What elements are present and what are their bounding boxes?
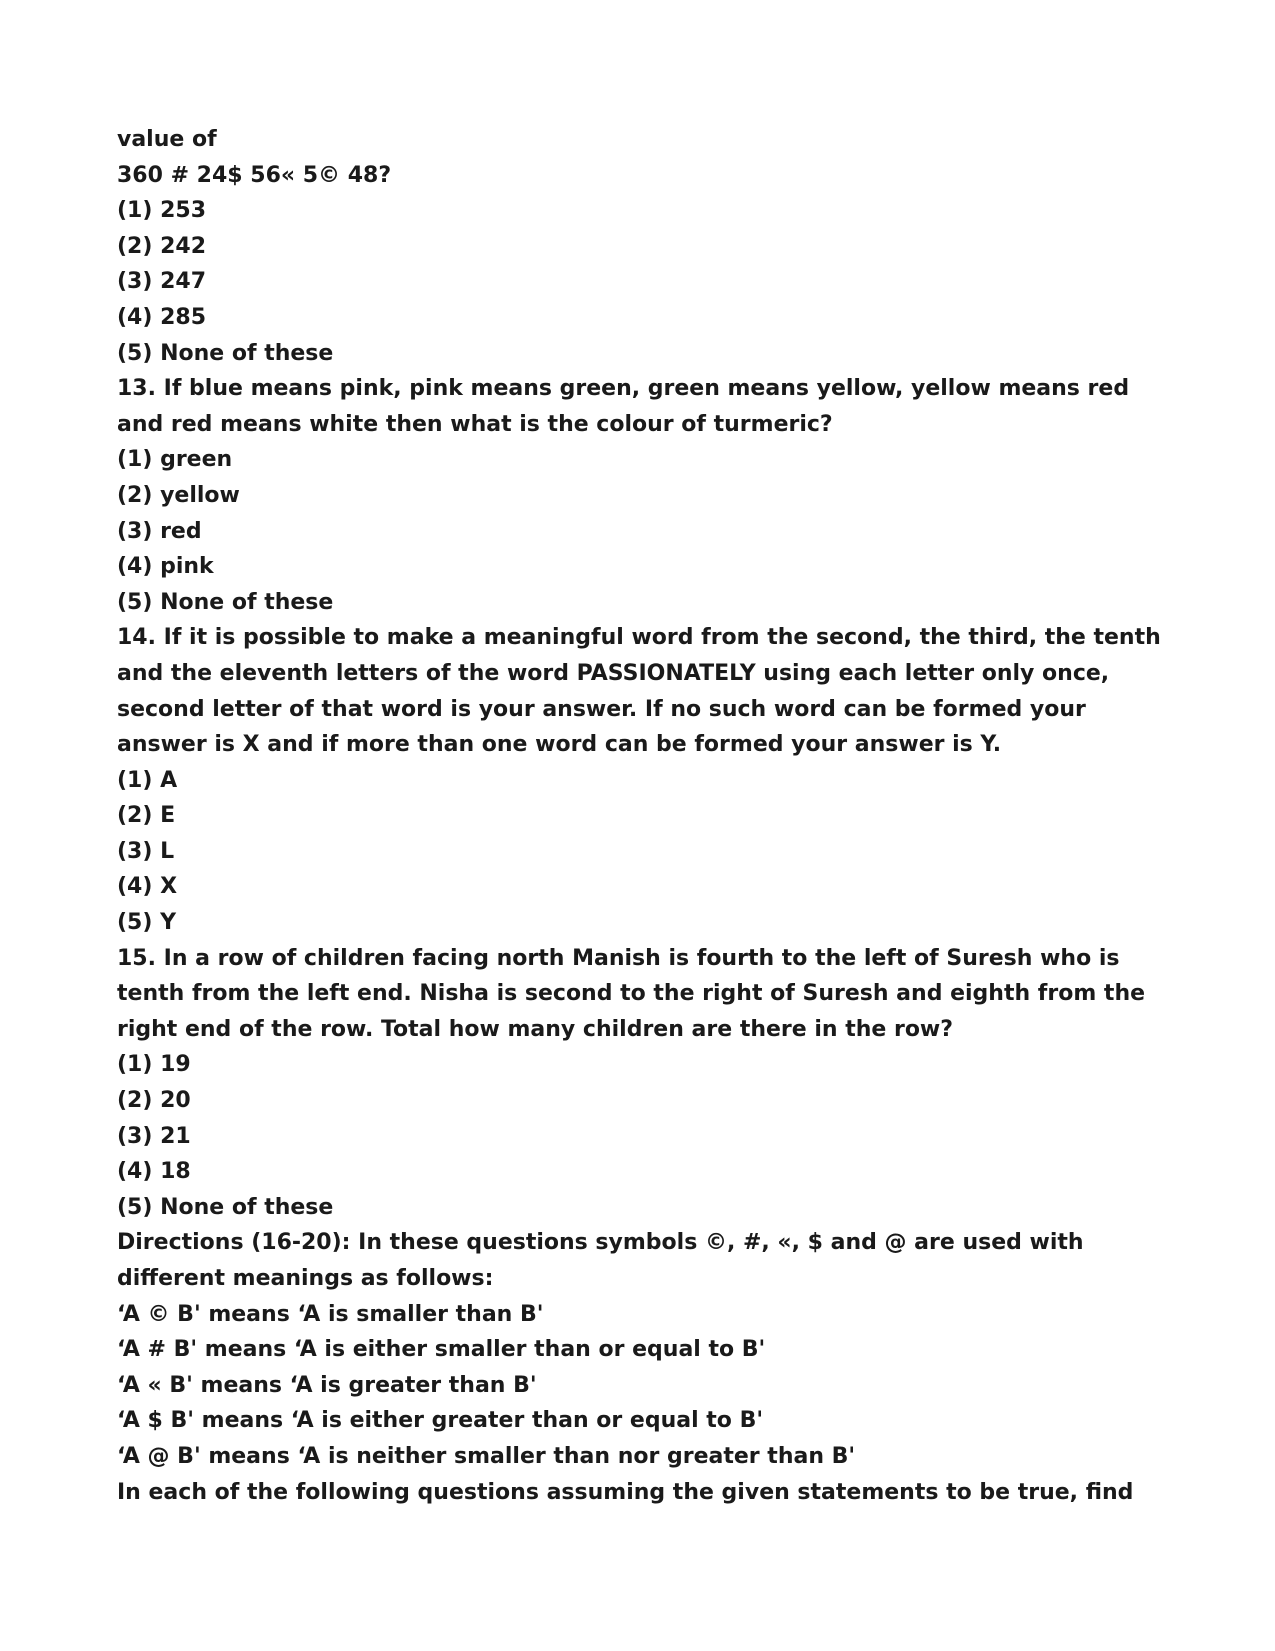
question-15: 15. In a row of children facing north Manish is fourth to the left of Suresh who is — [117, 945, 1120, 971]
option-2: (2) 242 — [117, 233, 206, 259]
document-page — [117, 122, 1197, 1510]
question-13-cont: and red means white then what is the colour of turmeric? — [117, 411, 833, 437]
option-1: (1) green — [117, 447, 233, 473]
instruction-line: In each of the following questions assuming the given statements to be true, find — [117, 1479, 1134, 1505]
option-1: (1) 253 — [117, 198, 206, 224]
option-5: (5) None of these — [117, 1194, 334, 1220]
symbol-definition: ‘A $ B' means ‘A is either greater than or equal to B' — [117, 1408, 764, 1434]
symbol-definition: ‘A « B' means ‘A is greater than B' — [117, 1372, 537, 1398]
option-5: (5) Y — [117, 910, 177, 936]
directions-cont: different meanings as follows: — [117, 1266, 494, 1291]
option-3: (3) L — [117, 838, 175, 864]
option-4: (4) X — [117, 874, 178, 900]
option-5: (5) None of these — [117, 589, 334, 615]
option-2: (2) 20 — [117, 1088, 191, 1114]
question-14-cont: answer is X and if more than one word can be formed your answer is Y. — [117, 732, 1002, 758]
expression-line: 360 # 24$ 56« 5© 48? — [117, 162, 392, 188]
option-1: (1) A — [117, 767, 178, 793]
question-15-cont: tenth from the left end. Nisha is second to the right of Suresh and eighth from the — [117, 981, 1146, 1007]
question-14-cont: and the eleventh letters of the word PASSIONATELY using each letter only once, — [117, 660, 1110, 686]
text-line: value of — [117, 127, 217, 152]
option-3: (3) red — [117, 518, 202, 544]
option-4: (4) pink — [117, 554, 214, 580]
option-2: (2) yellow — [117, 482, 240, 508]
option-5: (5) None of these — [117, 340, 334, 366]
symbol-definition: ‘A © B' means ‘A is smaller than B' — [117, 1301, 544, 1327]
option-2: (2) E — [117, 803, 176, 829]
question-14-cont: second letter of that word is your answer. If no such word can be formed your — [117, 696, 1086, 722]
question-14: 14. If it is possible to make a meaningful word from the second, the third, the tenth — [117, 625, 1161, 651]
question-15-cont: right end of the row. Total how many children are there in the row? — [117, 1016, 954, 1042]
option-1: (1) 19 — [117, 1052, 191, 1078]
option-4: (4) 285 — [117, 304, 206, 330]
option-3: (3) 21 — [117, 1123, 191, 1149]
symbol-definition: ‘A # B' means ‘A is either smaller than or equal to B' — [117, 1337, 766, 1363]
directions-heading: Directions (16-20): In these questions symbols ©, #, «, $ and @ are used with — [117, 1230, 1084, 1256]
option-3: (3) 247 — [117, 269, 206, 295]
symbol-definition: ‘A @ B' means ‘A is neither smaller than nor greater than B' — [117, 1443, 856, 1469]
option-4: (4) 18 — [117, 1159, 191, 1185]
question-13: 13. If blue means pink, pink means green, green means yellow, yellow means red — [117, 376, 1130, 402]
